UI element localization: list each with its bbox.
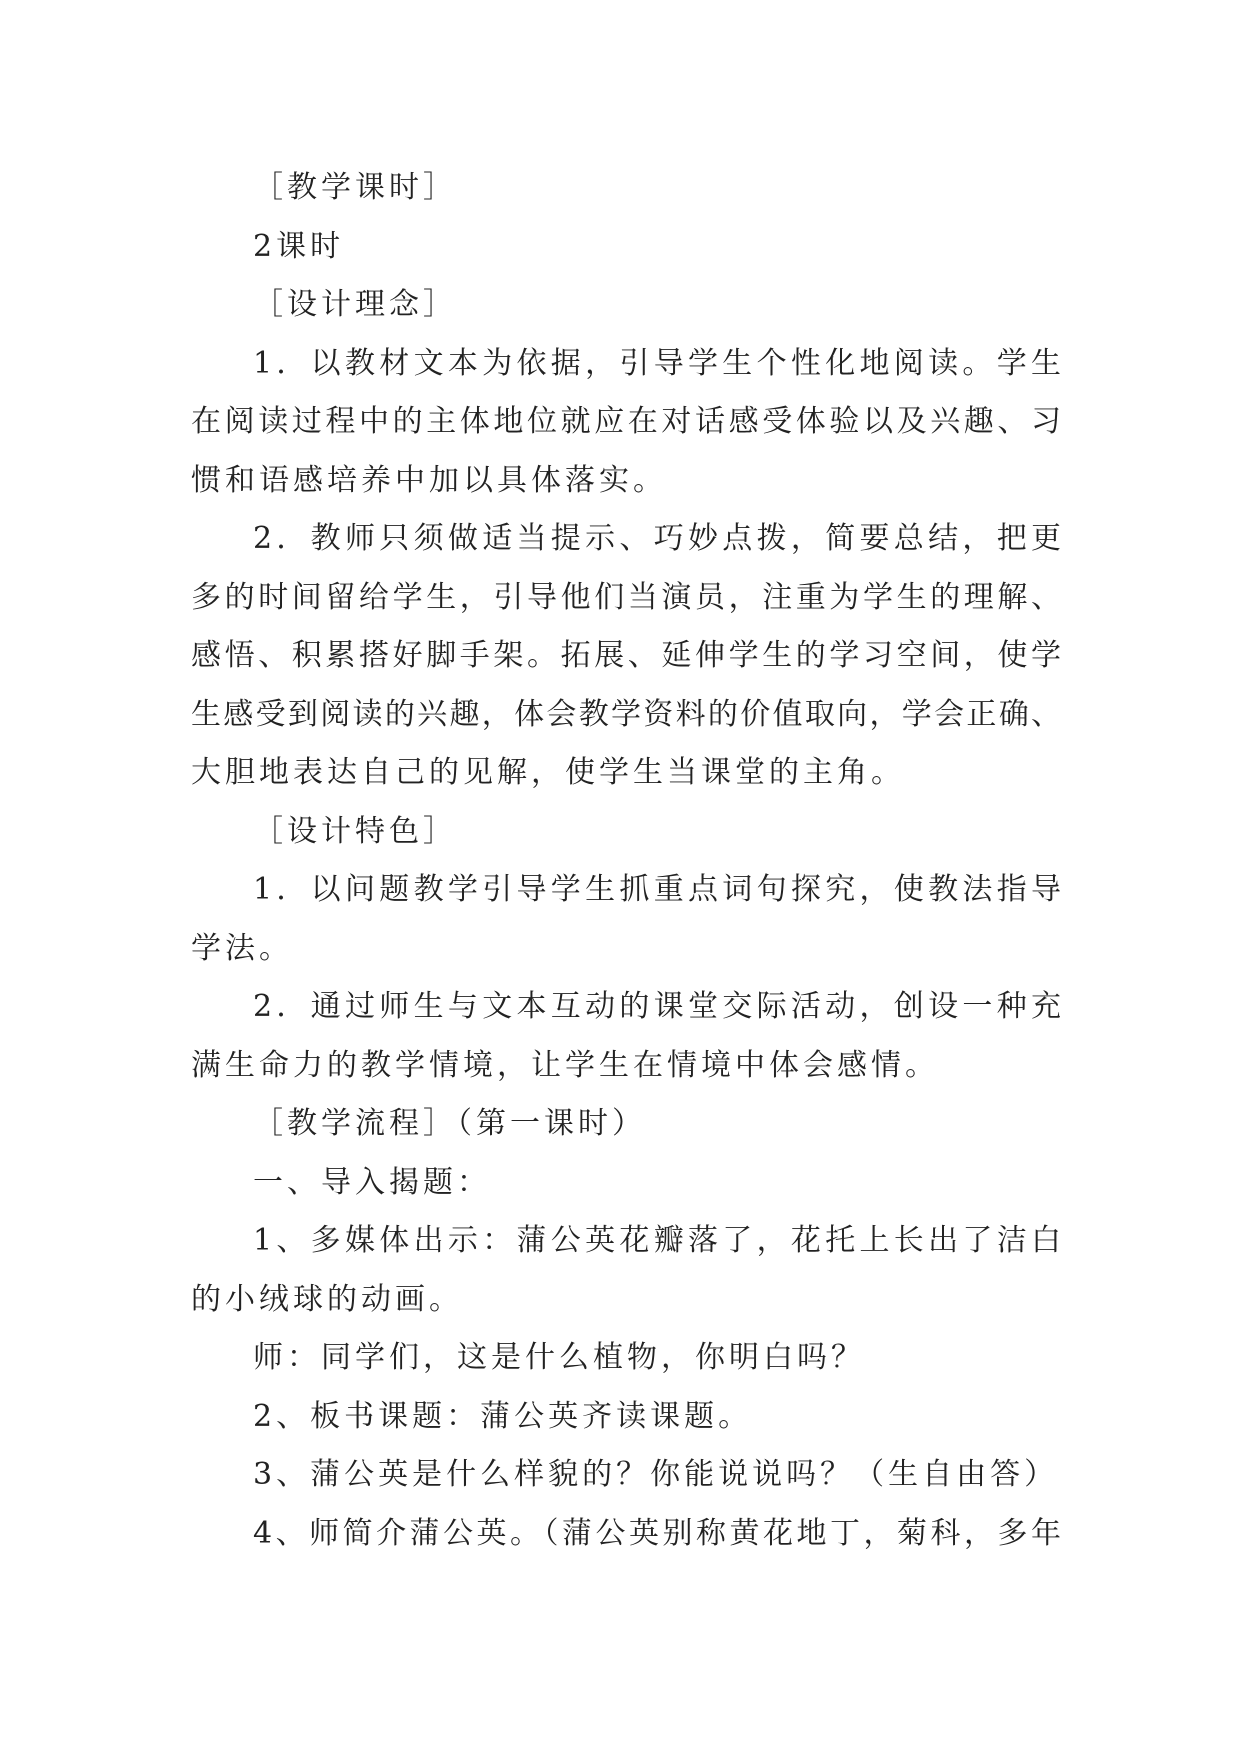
text-line: 感悟、积累搭好脚手架。拓展、延伸学生的学习空间，使学 [191, 638, 1061, 673]
text-line: ［设计特色］ [253, 813, 457, 849]
document-page [191, 159, 1061, 1563]
text-line: 满生命力的教学情境，让学生在情境中体会感情。 [191, 1047, 939, 1083]
text-line: 学法。 [191, 930, 293, 966]
text-line: ［设计理念］ [253, 287, 457, 322]
text-line: 4、师简介蒲公英。（蒲公英别称黄花地丁，菊科，多年 [253, 1515, 1061, 1551]
text-line: 师：同学们，这是什么植物，你明白吗？ [253, 1340, 865, 1375]
text-line: 的小绒球的动画。 [191, 1281, 463, 1317]
text-line: 1．以教材文本为依据，引导学生个性化地阅读。学生 [253, 345, 1061, 381]
text-line: 1．以问题教学引导学生抓重点词句探究，使教法指导 [253, 872, 1061, 907]
text-line: ［教学课时］ [253, 170, 457, 205]
text-line: 大胆地表达自己的见解，使学生当课堂的主角。 [191, 755, 905, 790]
text-line: 在阅读过程中的主体地位就应在对话感受体验以及兴趣、习 [191, 404, 1061, 439]
text-line: 惯和语感培养中加以具体落实。 [191, 462, 667, 498]
text-line: 3、蒲公英是什么样貌的？你能说说吗？（生自由答） [253, 1457, 1059, 1492]
text-line: 1、多媒体出示：蒲公英花瓣落了，花托上长出了洁白 [253, 1223, 1061, 1258]
text-line: 2．通过师生与文本互动的课堂交际活动，创设一种充 [253, 989, 1061, 1024]
text-line: 2、板书课题：蒲公英齐读课题。 [253, 1398, 753, 1434]
text-line: ［教学流程］（第一课时） [253, 1106, 646, 1141]
text-line: 一、导入揭题： [253, 1164, 491, 1200]
text-line: 2．教师只须做适当提示、巧妙点拨，简要总结，把更 [253, 521, 1061, 556]
text-line: 多的时间留给学生，引导他们当演员，注重为学生的理解、 [191, 579, 1061, 615]
text-line: 生感受到阅读的兴趣，体会教学资料的价值取向，学会正确、 [191, 696, 1061, 732]
text-line: 2课时 [253, 228, 345, 264]
